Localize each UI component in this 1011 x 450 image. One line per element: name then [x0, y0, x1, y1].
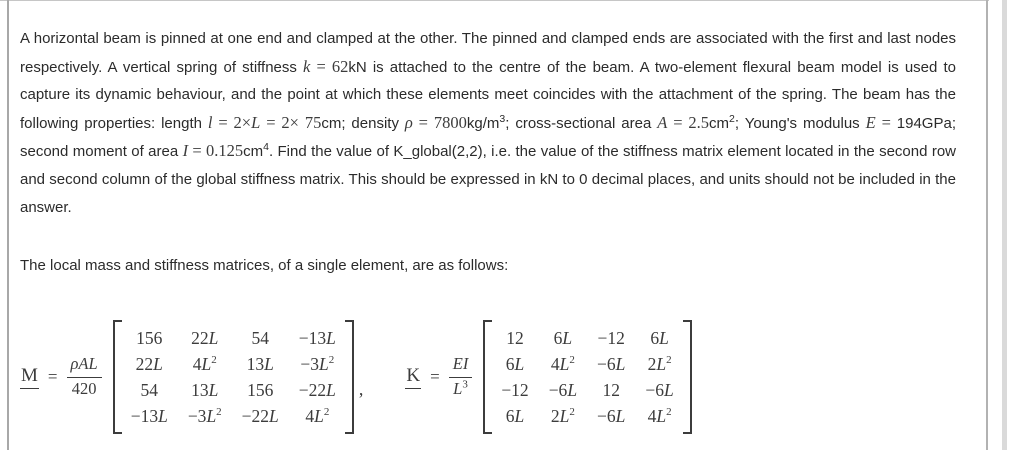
inline-math-area: A = 2.5	[657, 112, 710, 132]
mass-matrix	[113, 320, 354, 434]
mass-matrix-grid	[122, 320, 345, 434]
matrix-cell: $4L^2$	[305, 405, 330, 426]
matrix-cell: 22L	[191, 327, 219, 348]
stiffness-matrix-label: K	[405, 365, 421, 389]
mass-matrix-equation	[20, 320, 363, 434]
matrices-intro: The local mass and stiffness matrices, of a single element, are as follows:	[20, 257, 509, 275]
matrix-cell: −6L	[597, 353, 626, 374]
matrix-cell: $4L^2$	[647, 405, 672, 426]
stiffness-matrix	[483, 320, 691, 434]
matrix-cell: 22L	[135, 353, 163, 374]
matrix-cell: 13L	[246, 353, 274, 374]
matrix-equations	[20, 320, 956, 434]
matrix-cell: $-3L^2$	[187, 405, 222, 426]
inline-math-youngs-modulus: E =	[865, 112, 897, 132]
superscript: 2	[729, 112, 735, 125]
matrix-separator-comma: ,	[358, 379, 364, 400]
fraction-denominator: 420	[71, 378, 97, 398]
mass-matrix-label: M	[20, 365, 39, 389]
problem-text-segment: . Find the value of K_global(2,2), i.e. the value of the stiffness matrix element located in the second row and second column of the global stiffness matrix. This should be expressed in kN to 0 decimal places, and units should not be included in the answer.	[20, 143, 956, 216]
fraction-numerator: ρAL	[67, 354, 102, 378]
inline-math-length: l = 2×L = 2× 75	[207, 112, 322, 132]
matrix-cell: −6L	[645, 379, 674, 400]
matrix-cell: −22L	[241, 405, 279, 426]
inline-math-density: ρ = 7800	[404, 112, 467, 132]
problem-text-segment: cm; density	[321, 114, 405, 132]
problem-text-segment: 194GPa; second moment of area	[20, 114, 956, 161]
right-bracket	[683, 320, 692, 434]
problem-text-segment: cm	[243, 143, 264, 161]
matrix-cell: −13L	[298, 327, 336, 348]
matrix-cell: 156	[136, 327, 163, 348]
left-bracket	[483, 320, 492, 434]
matrix-cell: −22L	[298, 379, 336, 400]
matrix-cell: 6L	[553, 327, 573, 348]
stiffness-matrix-grid	[492, 320, 682, 434]
superscript: 3	[499, 112, 506, 125]
superscript: 4	[263, 141, 269, 154]
stiffness-matrix-equation	[405, 320, 691, 434]
matrix-cell: 54	[140, 379, 158, 400]
equals-sign: =	[47, 366, 58, 386]
right-bracket	[345, 320, 354, 434]
fraction-numerator: EI	[449, 354, 473, 378]
matrix-cell: 6L	[505, 353, 525, 374]
inline-math-spring-stiffness: k = 62	[303, 56, 349, 76]
mass-coefficient-fraction	[67, 354, 102, 399]
matrix-cell: 6L	[650, 327, 669, 348]
problem-text-segment: kN is attached to the centre of the beam. A two-element flexural beam model is used to capture its dynamic behaviour, and the point at which these elements meet coincides with the attachment of the spring. The beam has the following properties: length	[20, 58, 956, 132]
matrix-cell: 6L	[505, 405, 525, 426]
inline-math-second-moment: I = 0.125	[182, 141, 244, 161]
left-bracket	[113, 320, 122, 434]
matrix-cell: $4L^2$	[550, 353, 575, 374]
problem-text-segment: A horizontal beam is pinned at one end and clamped at the other. The pinned and clamped ends are associated with the first and last nodes respectively. A vertical spring of stiffness	[20, 30, 956, 76]
problem-statement	[20, 25, 956, 221]
matrix-cell: 12	[506, 327, 524, 348]
matrix-cell: −12	[501, 379, 529, 400]
matrix-cell: $4L^2$	[192, 353, 217, 374]
matrix-cell: −6L	[548, 379, 578, 400]
problem-text-segment: kg/m	[466, 114, 500, 132]
stiffness-coefficient-fraction	[449, 354, 473, 399]
equals-sign: =	[430, 366, 440, 386]
matrix-cell: 54	[251, 327, 269, 348]
matrix-cell: $2L^2$	[550, 405, 575, 426]
matrix-cell: $-3L^2$	[300, 353, 335, 374]
matrix-cell: −12	[597, 327, 625, 348]
problem-text-segment: cm	[709, 114, 730, 132]
matrix-cell: 12	[602, 379, 620, 400]
matrix-cell: −6L	[597, 405, 626, 426]
problem-text-segment: ; Young's modulus	[734, 114, 866, 132]
matrix-cell: 156	[247, 379, 274, 400]
problem-text-segment: ; cross-sectional area	[505, 114, 658, 132]
fraction-denominator: $L^3$	[453, 378, 468, 398]
matrix-cell: −13L	[130, 405, 168, 426]
matrix-cell: $2L^2$	[647, 353, 672, 374]
matrix-cell: 13L	[191, 379, 219, 400]
